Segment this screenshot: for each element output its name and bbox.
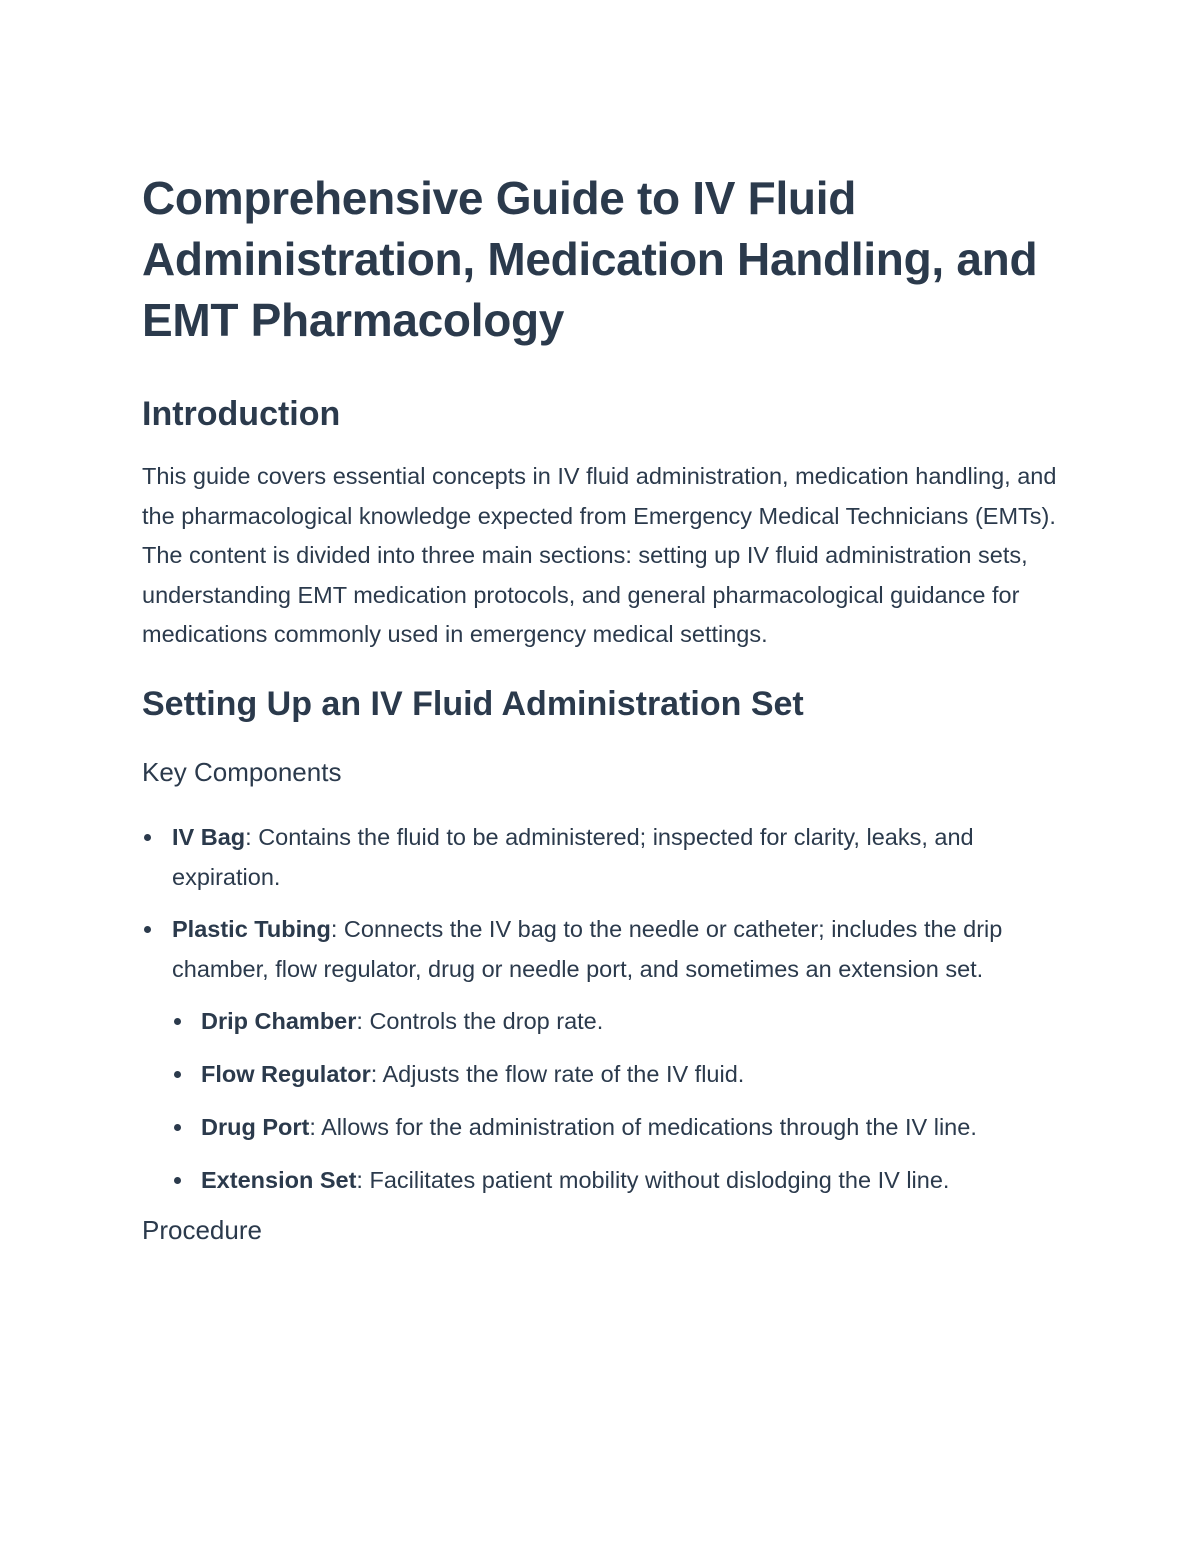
procedure-heading: Procedure: [142, 1214, 262, 1245]
setup-section-heading: Setting Up an IV Fluid Administration Set: [142, 684, 804, 723]
list-item-term: Plastic Tubing: [172, 915, 331, 942]
introduction-heading: Introduction: [142, 395, 341, 433]
sublist-item-drip-chamber: [172, 1001, 1062, 1041]
list-item-description: : Contains the fluid to be administered; inspected for clarity, leaks, and expiration.: [172, 823, 974, 890]
sublist-item-term: Drug Port: [201, 1113, 310, 1140]
sublist-item-term: Flow Regulator: [201, 1060, 371, 1087]
sublist-item-extension-set: [172, 1160, 1062, 1200]
list-item-description: : Connects the IV bag to the needle or catheter; includes the drip chamber, flow regulator, drug or needle port, and sometimes an extension set.: [172, 915, 1003, 982]
sublist-item-description: : Adjusts the flow rate of the IV fluid.: [370, 1060, 745, 1087]
sublist-item-term: Drip Chamber: [201, 1007, 357, 1034]
list-item-term: IV Bag: [172, 823, 246, 850]
sublist-item-description: : Controls the drop rate.: [356, 1007, 604, 1034]
sublist-item-description: : Allows for the administration of medications through the IV line.: [309, 1113, 977, 1140]
document-title: Comprehensive Guide to IV Fluid Administration, Medication Handling, and EMT Pharmacology: [142, 172, 1038, 346]
tubing-subcomponents-list: [172, 1001, 1062, 1200]
sublist-item-term: Extension Set: [201, 1166, 357, 1193]
list-item-iv-bag: [142, 817, 1062, 897]
key-components-list: [142, 817, 1062, 1200]
key-components-heading: Key Components: [142, 756, 342, 787]
introduction-paragraph: This guide covers essential concepts in IV fluid administration, medication handling, and the pharmacological knowledge expected from Emergency Medical Technicians (EMTs). The content is divided into three main sections: setting up IV fluid administration sets, understanding EMT medication protocols, and general pharmacological guidance for medications commonly used in emergency medical settings.: [142, 463, 1057, 647]
document-page: [142, 168, 1062, 1247]
sublist-item-description: : Facilitates patient mobility without dislodging the IV line.: [356, 1166, 950, 1193]
list-item-plastic-tubing: [142, 909, 1062, 1200]
sublist-item-drug-port: [172, 1107, 1062, 1147]
sublist-item-flow-regulator: [172, 1054, 1062, 1094]
